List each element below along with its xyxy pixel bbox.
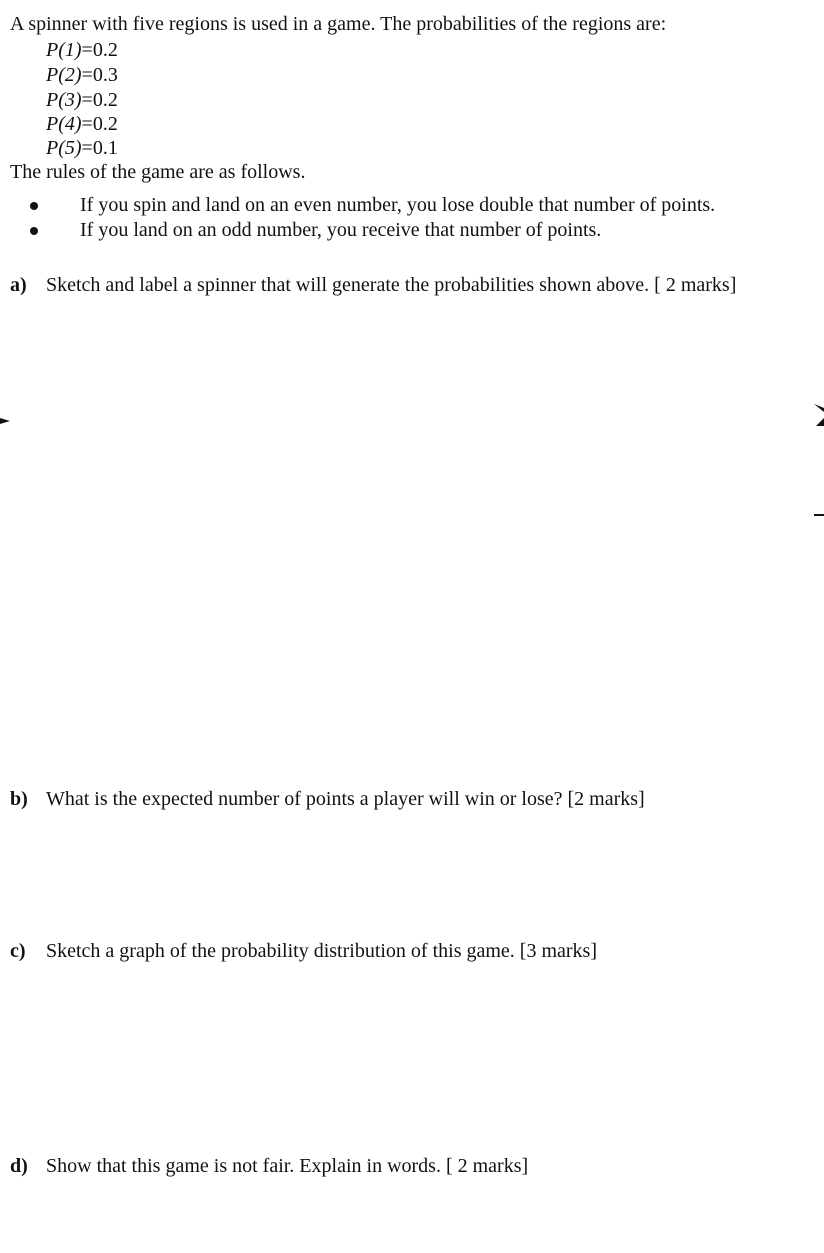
probability-value: =0.1 <box>81 137 118 159</box>
intro-text: A spinner with five regions is used in a game. The probabilities of the regions are: <box>10 13 667 35</box>
probability-line-4 <box>46 112 118 136</box>
question-d-text: Show that this game is not fair. Explain in words. [ 2 marks] <box>46 1155 529 1177</box>
rule-item: If you land on an odd number, you receive that number of points. <box>80 219 602 241</box>
right-edge-dash-icon <box>814 514 824 516</box>
question-a-text: Sketch and label a spinner that will generate the probabilities shown above. [ 2 marks] <box>46 274 737 296</box>
bullet-icon <box>30 227 38 235</box>
probability-label: P(5) <box>46 137 82 159</box>
question-c-text: Sketch a graph of the probability distribution of this game. [3 marks] <box>46 940 597 962</box>
right-edge-mark-icon <box>812 402 824 428</box>
question-d-letter: d) <box>10 1155 28 1177</box>
probability-line-3 <box>46 88 118 112</box>
question-b-letter: b) <box>10 788 28 810</box>
rule-item: If you spin and land on an even number, you lose double that number of points. <box>80 194 716 216</box>
probability-value: =0.2 <box>81 113 118 135</box>
probability-line-5 <box>46 136 118 160</box>
rules-heading: The rules of the game are as follows. <box>10 161 306 183</box>
probability-line-1 <box>46 38 118 62</box>
question-c-letter: c) <box>10 940 26 962</box>
probability-value: =0.3 <box>81 64 118 86</box>
probability-value: =0.2 <box>81 39 118 61</box>
probability-label: P(2) <box>46 64 82 86</box>
left-edge-mark-icon <box>0 412 12 428</box>
question-a-letter: a) <box>10 274 27 296</box>
question-b-text: What is the expected number of points a player will win or lose? [2 marks] <box>46 788 645 810</box>
probability-label: P(4) <box>46 113 82 135</box>
bullet-icon <box>30 202 38 210</box>
probability-line-2 <box>46 63 118 87</box>
probability-label: P(1) <box>46 39 82 61</box>
probability-value: =0.2 <box>81 89 118 111</box>
probability-label: P(3) <box>46 89 82 111</box>
